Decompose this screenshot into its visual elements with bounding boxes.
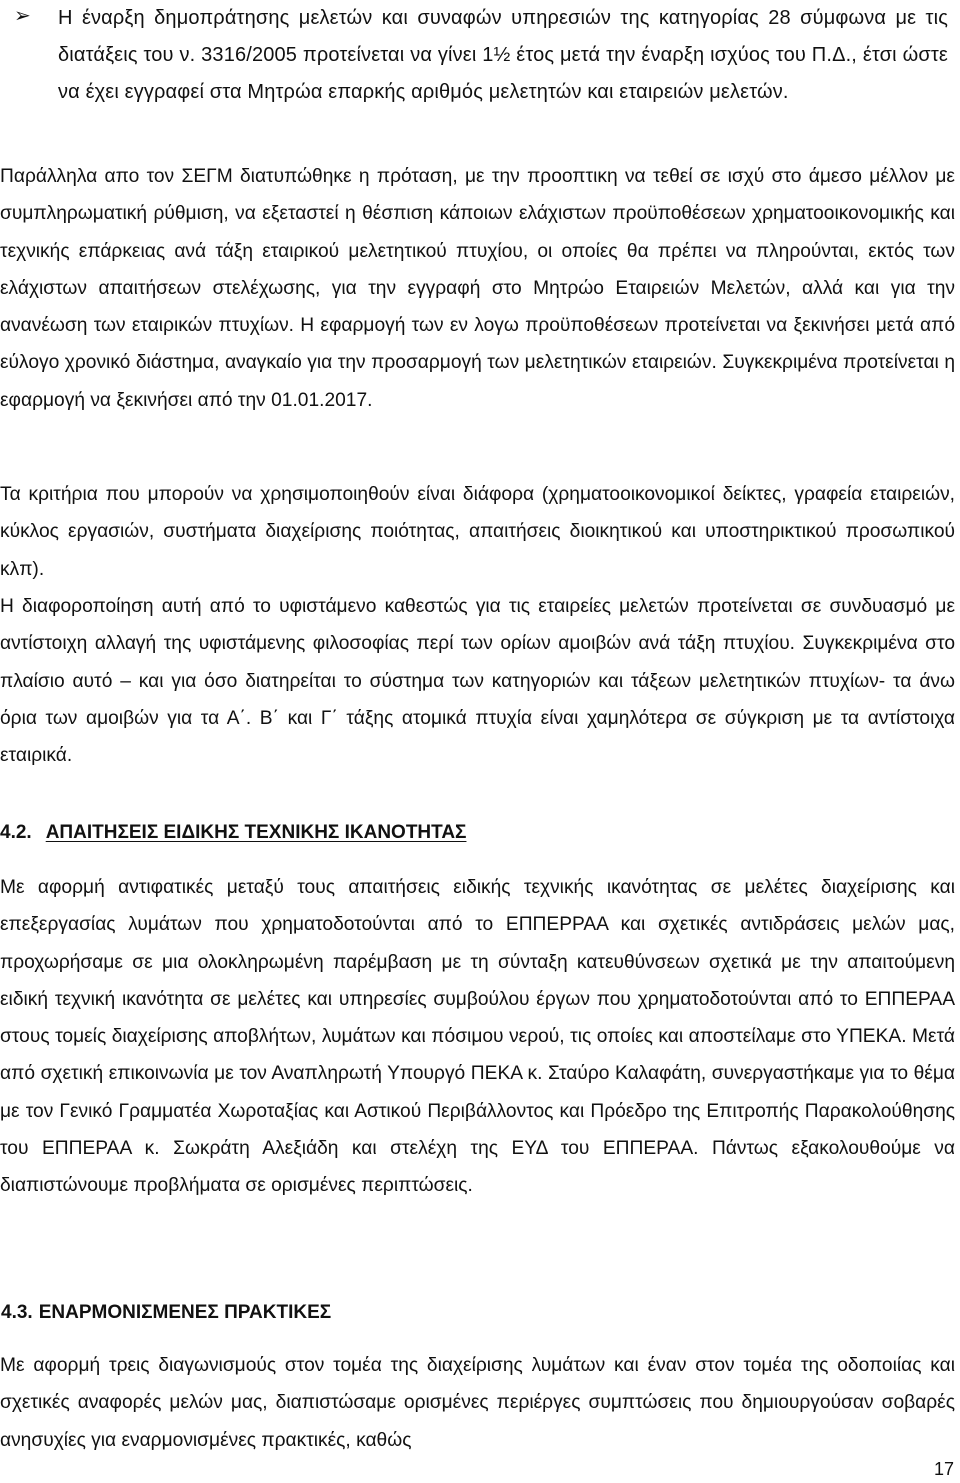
paragraph-criteria: Τα κριτήρια που μπορούν να χρησιμοποιηθούν είναι διάφορα (χρηματοοικονομικοί δείκτες, γραφεία εταιρειών, κύκλος εργασιών, συστήματα διαχείρισης ποιότητας, απαιτήσεις διοικητικού και υποστηρικτικού προσωπικού κλπ). <box>0 484 955 580</box>
section-title: ΕΝΑΡΜΟΝΙΣΜΕΝΕΣ ΠΡΑΚΤΙΚΕΣ <box>38 1302 332 1323</box>
section-title: ΑΠΑΙΤΗΣΕΙΣ ΕΙΔΙΚΗΣ ΤΕΧΝΙΚΗΣ ΙΚΑΝΟΤΗΤΑΣ <box>45 822 467 843</box>
section-number: 4.2. <box>0 822 32 843</box>
page-number: 17 <box>933 1459 954 1479</box>
paragraph-harmonized-practices: Με αφορμή τρεις διαγωνισμούς στον τομέα της διαχείρισης λυμάτων και έναν στον τομέα της οδοποιίας και σχετικές αναφορές μελών μας, διαπιστώσαμε ορισμένες περιέργες συμπτώσεις που δημιουργούσαν σοβαρές ανησυχίες για εναρμονισμένες πρακτικές, καθώς <box>0 1355 955 1451</box>
arrow-bullet-icon: ➢ <box>14 5 31 27</box>
section-heading-4-3 <box>1 1302 331 1324</box>
paragraph-segm-proposal: Παράλληλα απο τον ΣΕΓΜ διατυπώθηκε η πρόταση, με την προοπτικη να τεθεί σε ισχύ στο άμεσο μέλλον με συμπληρωματική ρύθμιση, να εξεταστεί η θέσπιση κάποιων ελάχιστων προϋποθέσεων χρηματοοικονομικής και τεχνικής επάρκειας ανά τάξη εταιρικού μελετητικού πτυχίου, οι οποίες θα πρέπει να πληρούνται, εκτός των ελάχιστων απαιτήσεων στελέχωσης, για την εγγραφή στο Μητρώο Εταιρειών Μελετών, αλλά και για την ανανέωση των εταιρικών πτυχίων. Η εφαρμογή των εν λογω προϋποθέσεων προτείνεται να ξεκινήσει μετά από εύλογο χρονικό διάστημα, αναγκαίο για την προσαρμογή των μελετητικών εταιρειών. Συγκεκριμένα προτείνεται η εφαρμογή να ξεκινήσει από την 01.01.2017. <box>0 166 955 411</box>
bullet-item <box>0 0 960 111</box>
section-number: 4.3. <box>1 1302 33 1323</box>
paragraph-differentiation: Η διαφοροποίηση αυτή από το υφιστάμενο καθεστώς για τις εταιρείες μελετών προτείνεται σε συνδυασμό με αντίστοιχη αλλαγή της υφιστάμενης φιλοσοφίας περί των ορίων αμοιβών ανά τάξη πτυχίου. Συγκεκριμένα στο πλαίσιο αυτό – και για όσο διατηρείται το σύστημα των κατηγοριών και τάξεων μελετητικών πτυχίων- τα άνω όρια των αμοιβών για τα Α΄. Β΄ και Γ΄ τάξης ατομικά πτυχία είναι χαμηλότερα σε σύγκριση με τα αντίστοιχα εταιρικά. <box>0 596 955 767</box>
paragraph-technical-capacity: Με αφορμή αντιφατικές μεταξύ τους απαιτήσεις ειδικής τεχνικής ικανότητας σε μελέτες διαχείρισης και επεξεργασίας λυμάτων που χρηματοδοτούνται από το ΕΠΠΕΡΡΑΑ και σχετικές αντιδράσεις μελών μας, προχωρήσαμε σε μια ολοκληρωμένη παρέμβαση με τη σύνταξη κατευθύνσεων σχετικά με την απαιτούμενη ειδική τεχνική ικανότητα σε μελέτες και υπηρεσίες συμβούλου έργων που χρηματοδοτούνται από το ΕΠΠΕΡΑΑ στους τομείς διαχείρισης αποβλήτων, λυμάτων και πόσιμου νερού, τις οποίες και αποστείλαμε στο ΥΠΕΚΑ. Μετά από σχετική επικοινωνία με τον Αναπληρωτή Υπουργό ΠΕΚΑ κ. Σταύρο Καλαφάτη, συνεργαστήκαμε για το θέμα με τον Γενικό Γραμματέα Χωροταξίας και Αστικού Περιβάλλοντος και Πρόεδρο της Επιτροπής Παρακολούθησης του ΕΠΠΕΡΑΑ κ. Σωκράτη Αλεξιάδη και στελέχη της ΕΥΔ του ΕΠΠΕΡΑΑ. Πάντως εξακολουθούμε να διαπιστώνουμε προβλήματα σε ορισμένες περιπτώσεις. <box>0 877 955 1197</box>
bullet-text: Η έναρξη δημοπράτησης μελετών και συναφών υπηρεσιών της κατηγορίας 28 σύμφωνα με τις διατάξεις του ν. 3316/2005 προτείνεται να γίνει 1½ έτος μετά την έναρξη ισχύος του Π.Δ., έτσι ώστε να έχει εγγραφεί στα Μητρώα επαρκής αριθμός μελετητών και εταιρειών μελετών. <box>58 7 948 103</box>
section-heading-4-2 <box>0 822 466 844</box>
